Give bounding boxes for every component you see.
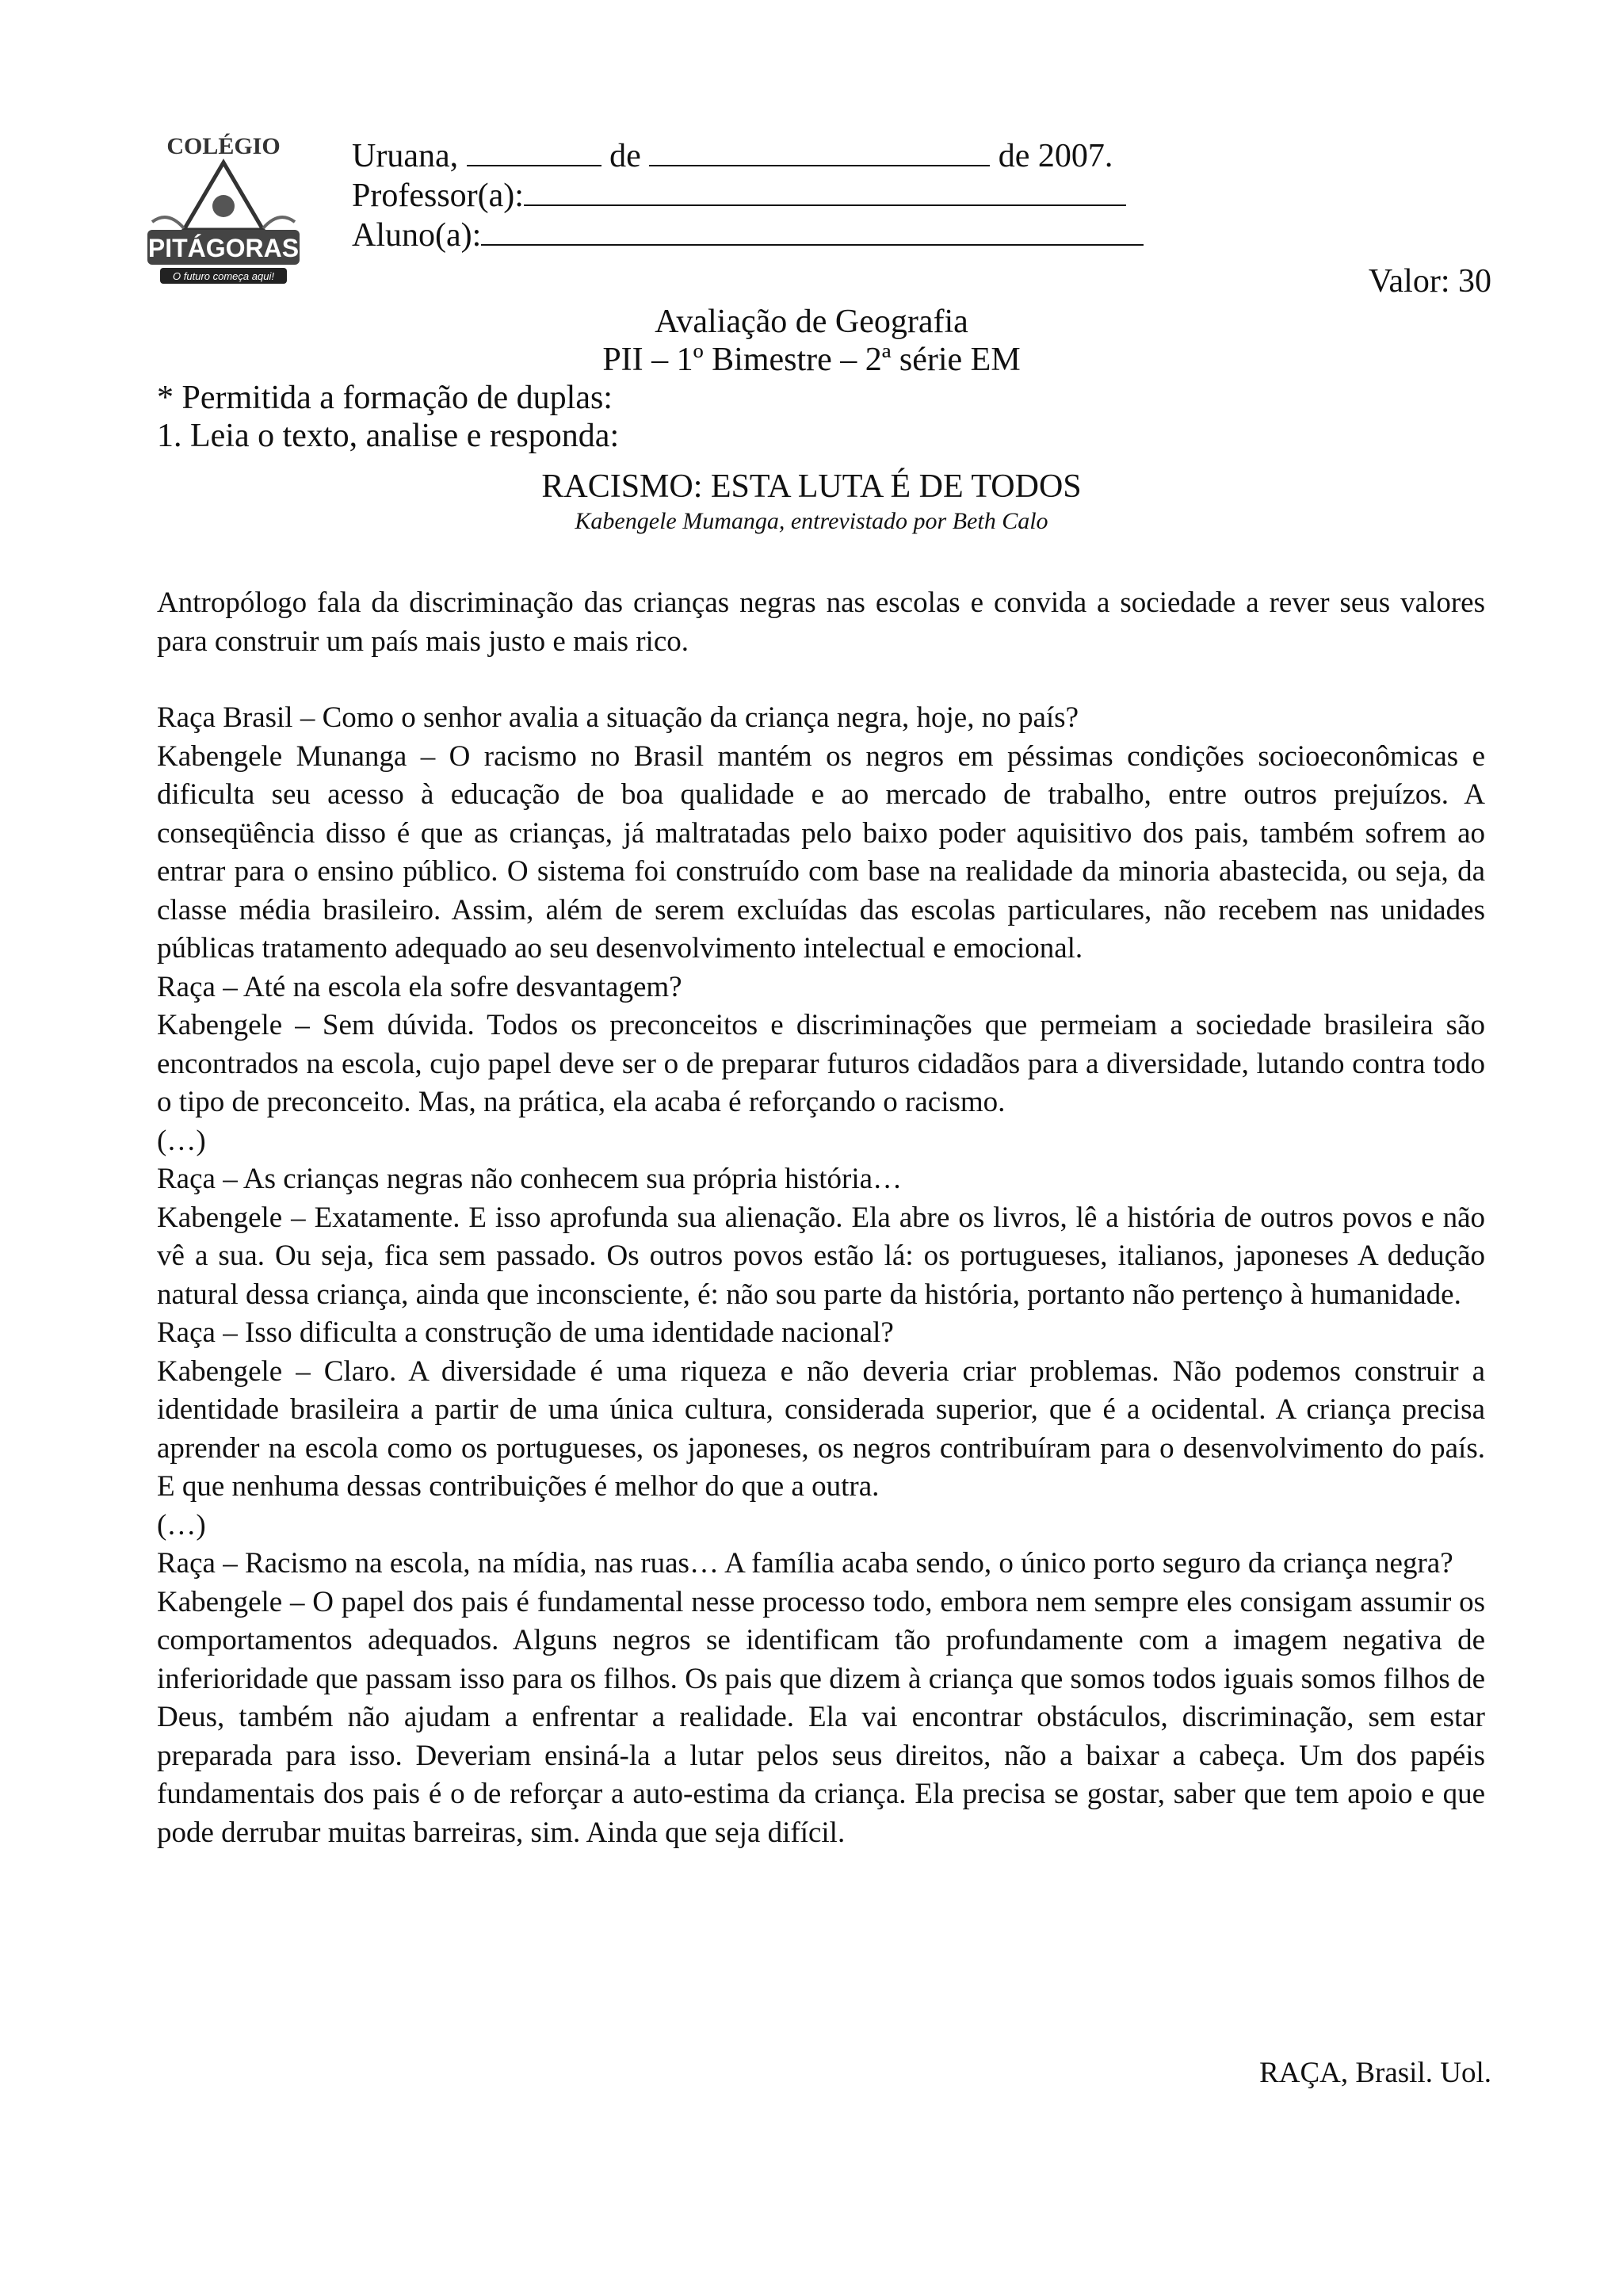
paragraph: Raça – Isso dificulta a construção de uma identidade nacional? [157,1316,894,1349]
paragraph: Kabengele – Exatamente. E isso aprofunda sua alienação. Ela abre os livros, lê a história de outros povos e não vê a sua. Ou seja, fica sem passado. Os outros povos estão lá: os portugueses, italianos, japoneses A dedução natural dessa criança, ainda que inconsciente, é: não sou parte da história, portanto não pertenço à humanidade. [157,1201,1485,1311]
aluno-line [352,216,1144,255]
article-title: RACISMO: ESTA LUTA É DE TODOS [541,468,1082,505]
aluno-label: Aluno(a): [352,217,482,254]
logo-top-text: COLÉGIO [166,133,281,159]
exam-title: Avaliação de Geografia [655,304,968,340]
aluno-blank[interactable] [481,243,1144,246]
ellipsis: (…) [157,1124,206,1157]
professor-label: Professor(a): [352,178,524,214]
question-one: 1. Leia o texto, analise e responda: [157,418,620,454]
header-fields [352,136,1144,255]
year-label: de 2007. [998,138,1113,174]
professor-line [352,176,1144,216]
pitagoras-emblem-icon [136,127,311,293]
city-label: Uruana, [352,138,459,174]
paragraph: Kabengele – O papel dos pais é fundamental nesse processo todo, embora nem sempre eles consigam assumir os comportamentos adequados. Alguns negros se identificam tão profundamente com a imagem negativa de inferioridade que passam isso para os filhos. Os pais que dizem à criança que somos todos iguais somos filhos de Deus, também não ajudam a enfrentar a realidade. Ela vai encontrar obstáculos, discriminação, sem estar preparada para isso. Deveriam ensiná-la a lutar pelos seus direitos, não a baixar a cabeça. Um dos papéis fundamentais dos pais é o de reforçar a auto-estima da criança. Ela precisa se gostar, saber que tem apoio e que pode derrubar muitas barreiras, sim. Ainda que seja difícil. [157,1585,1485,1849]
paragraph: Raça – As crianças negras não conhecem sua própria história… [157,1163,903,1195]
ellipsis: (…) [157,1508,206,1541]
article-source: RAÇA, Brasil. Uol. [1259,2057,1491,2089]
article-byline: Kabengele Mumanga, entrevistado por Beth Calo [575,508,1048,534]
exam-title-block [0,303,1623,379]
date-line [352,136,1144,176]
instructions [157,379,619,455]
professor-blank[interactable] [524,204,1126,206]
paragraph: Raça – Até na escola ela sofre desvantagem? [157,970,682,1003]
pairs-instruction: * Permitida a formação de duplas: [157,380,613,416]
logo-tagline: O futuro começa aqui! [173,270,274,282]
paragraph: Kabengele – Claro. A diversidade é uma riqueza e não deveria criar problemas. Não podemos construir a identidade brasileira a partir de uma única cultura, considerada superior, que é a ocidental. A criança precisa aprender na escola como os portugueses, os japoneses, os negros contribuíram para o desenvolvimento do país. E que nenhuma dessas contribuições é melhor do que a outra. [157,1354,1485,1503]
paragraph: Raça Brasil – Como o senhor avalia a situação da criança negra, hoje, no país? [157,701,1079,734]
paragraph: Kabengele – Sem dúvida. Todos os preconceitos e discriminações que permeiam a sociedade brasileira são encontrados na escola, cujo papel deve ser o de preparar futuros cidadãos para a diversidade, lutando contra todo o tipo de preconceito. Mas, na prática, ela acaba é reforçando o racismo. [157,1009,1485,1118]
article-lead: Antropólogo fala da discriminação das crianças negras nas escolas e convida a sociedade a rever seus valores para construir um país mais justo e mais rico. [157,586,1485,658]
exam-subtitle: PII – 1º Bimestre – 2ª série EM [602,342,1021,378]
article-body [157,584,1485,1852]
month-blank[interactable] [649,164,990,166]
de-label: de [609,138,641,174]
day-blank[interactable] [467,164,601,166]
score-value: Valor: 30 [1368,263,1491,300]
logo-name: PITÁGORAS [147,234,300,262]
school-logo [136,127,311,293]
paragraph: Raça – Racismo na escola, na mídia, nas ruas… A família acaba sendo, o único porto seguro da criança negra? [157,1547,1453,1580]
paragraph: Kabengele Munanga – O racismo no Brasil mantém os negros em péssimas condições socioeconômicas e dificulta seu acesso à educação de boa qualidade e ao mercado de trabalho, entre outros prejuízos. A conseqüência disso é que as crianças, já maltratadas pelo baixo poder aquisitivo dos pais, também sofrem ao entrar para o ensino público. O sistema foi construído com base na realidade da minoria abastecida, ou seja, da classe média brasileiro. Assim, além de serem excluídas das escolas particulares, não recebem nas unidades públicas tratamento adequado ao seu desenvolvimento intelectual e emocional. [157,739,1485,965]
